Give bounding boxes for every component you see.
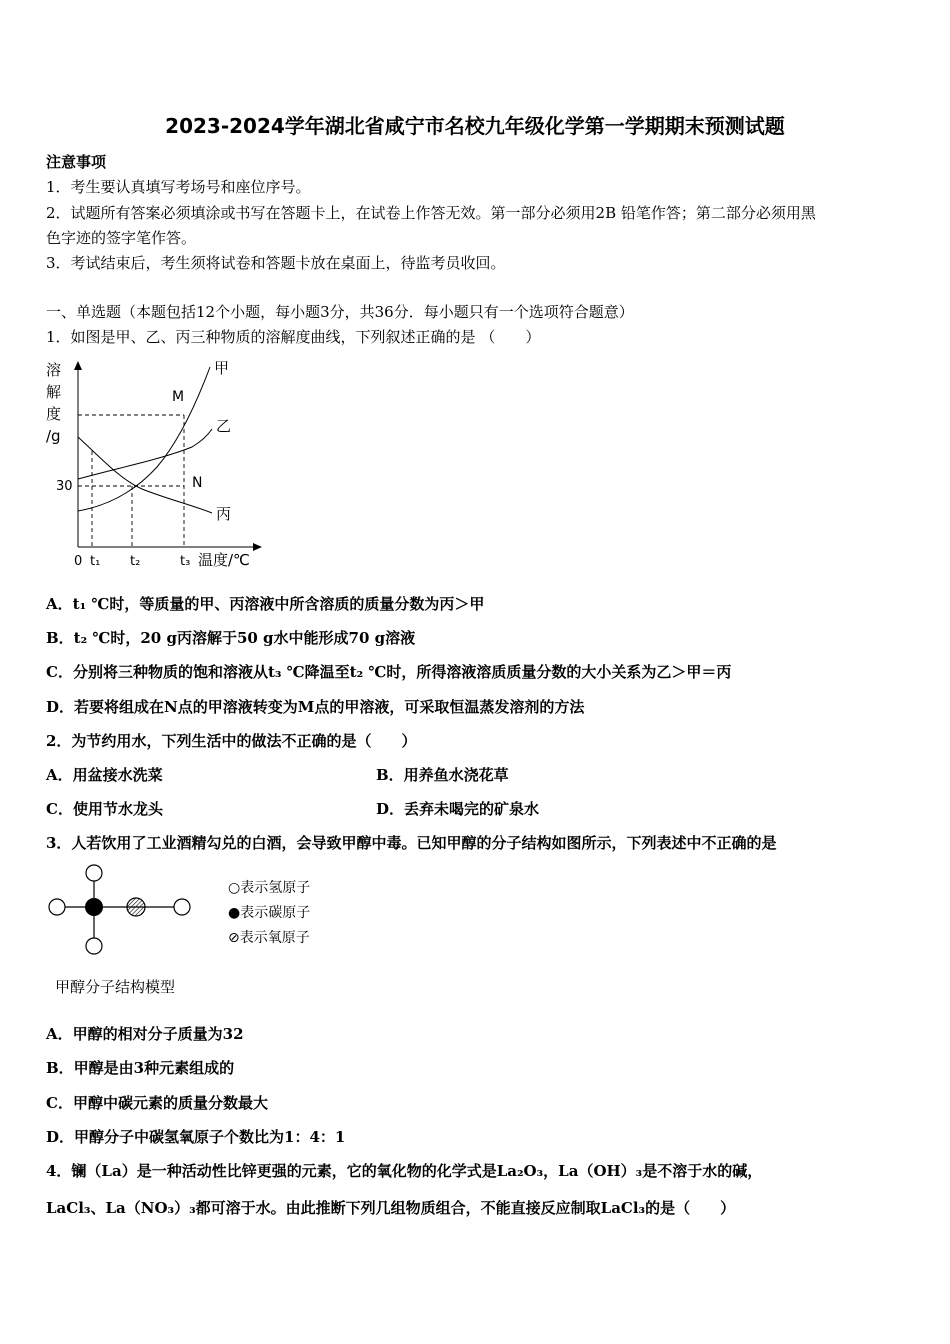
oxygen-atom-icon (127, 898, 145, 916)
curve-label-yi: 乙 (216, 417, 232, 435)
q3-option-c: C．甲醇中碳元素的质量分数最大 (46, 1094, 268, 1112)
q1-option-c: C．分别将三种物质的饱和溶液从t₃ ℃降温至t₂ ℃时，所得溶液溶质质量分数的大小关系为乙＞甲＝丙 (46, 663, 732, 681)
hydrogen-atom-icon (174, 899, 190, 915)
legend-carbon: ●表示碳原子 (228, 905, 311, 921)
section-heading: 一、单选题（本题包括12个小题，每小题3分，共36分．每小题只有一个选项符合题意） (46, 303, 634, 321)
q1-option-a: A．t₁ ℃时，等质量的甲、丙溶液中所含溶质的质量分数为丙＞甲 (46, 595, 485, 613)
q2-option-a: A．用盆接水洗菜 (46, 766, 163, 784)
curve-label-bing: 丙 (216, 505, 232, 523)
q2-option-b: B．用养鱼水浇花草 (376, 766, 509, 784)
y-axis-label: 解 (46, 383, 62, 401)
y-axis-label: 溶 (46, 361, 62, 379)
hydrogen-atom-icon (86, 938, 102, 954)
x-axis-label: 温度/℃ (198, 551, 250, 569)
notice-heading: 注意事项 (46, 153, 107, 171)
q1-option-b: B．t₂ ℃时，20 g丙溶解于50 g水中能形成70 g溶液 (46, 629, 416, 647)
curve-yi (78, 429, 212, 479)
legend-hydrogen: ○表示氢原子 (228, 880, 311, 896)
q3-option-a: A．甲醇的相对分子质量为32 (46, 1025, 244, 1043)
question-1-stem: 1．如图是甲、乙、丙三种物质的溶解度曲线，下列叙述正确的是 （ ） (46, 328, 541, 346)
question-4-line2: LaCl₃、La（NO₃）₃都可溶于水。由此推断下列几组物质组合，不能直接反应制取LaCl₃的是（ ） (46, 1199, 736, 1217)
page-title: 2023-2024学年湖北省咸宁市名校九年级化学第一学期期末预测试题 (165, 114, 785, 138)
y-axis-label: /g (46, 427, 61, 445)
x-tick-label: 0 (74, 554, 83, 569)
q2-option-d: D．丢弃未喝完的矿泉水 (376, 800, 540, 818)
x-tick-label: t₁ (90, 554, 101, 569)
molecule-caption: 甲醇分子结构模型 (55, 978, 176, 996)
hydrogen-atom-icon (49, 899, 65, 915)
q2-option-c: C．使用节水龙头 (46, 800, 163, 818)
notice-item: 色字迹的签字笔作答。 (46, 229, 197, 247)
y-axis-label: 度 (46, 405, 62, 423)
curve-label-jia: 甲 (214, 359, 230, 377)
q1-option-d: D．若要将组成在N点的甲溶液转变为M点的甲溶液，可采取恒温蒸发溶剂的方法 (46, 698, 585, 716)
question-4-line1: 4．镧（La）是一种活动性比锌更强的元素，它的氧化物的化学式是La₂O₃，La（OH）₃是不溶于水的碱， (46, 1162, 763, 1180)
notice-item: 3．考试结束后，考生须将试卷和答题卡放在桌面上，待监考员收回。 (46, 254, 506, 272)
point-label-m: M (172, 389, 185, 405)
carbon-atom-icon (85, 898, 103, 916)
q3-option-b: B．甲醇是由3种元素组成的 (46, 1059, 235, 1077)
x-tick-label: t₃ (180, 554, 191, 569)
methanol-molecule-model (40, 862, 240, 972)
solubility-curve-graph (42, 355, 272, 570)
point-label-n: N (192, 475, 203, 491)
hydrogen-atom-icon (86, 865, 102, 881)
y-tick-label: 30 (56, 479, 73, 494)
q3-option-d: D．甲醇分子中碳氢氧原子个数比为1：4：1 (46, 1128, 346, 1146)
question-3-stem: 3．人若饮用了工业酒精勾兑的白酒，会导致甲醇中毒。已知甲醇的分子结构如图所示，下列表述中不正确的是 (46, 834, 777, 852)
question-2-stem: 2．为节约用水，下列生活中的做法不正确的是（ ） (46, 732, 417, 750)
notice-item: 2．试题所有答案必须填涂或书写在答题卡上，在试卷上作答无效。第一部分必须用2B 铅笔作答；第二部分必须用黑 (46, 204, 816, 222)
notice-item: 1．考生要认真填写考场号和座位序号。 (46, 178, 311, 196)
legend-oxygen: ⊘表示氧原子 (228, 930, 310, 946)
x-tick-label: t₂ (130, 554, 141, 569)
